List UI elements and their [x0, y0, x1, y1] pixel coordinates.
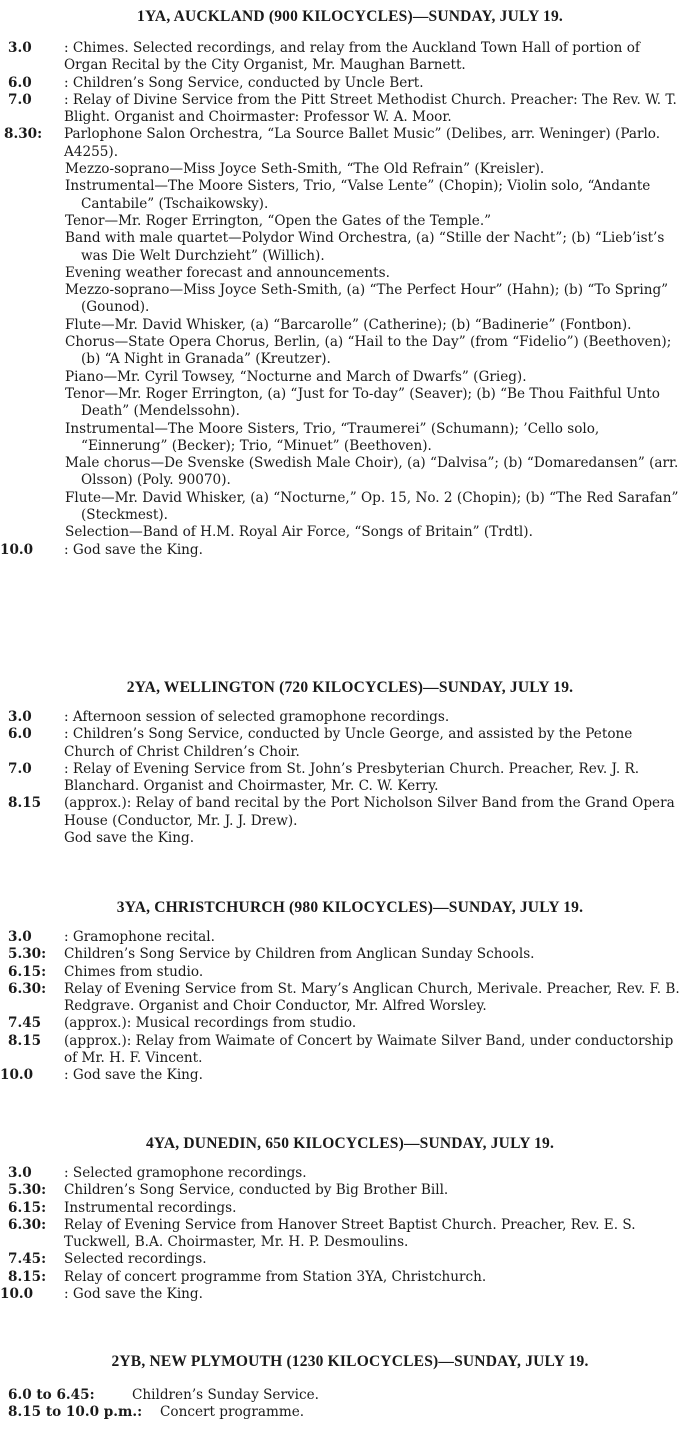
subitem-text: Selection—Band of H.M. Royal Air Force, “Songs of Britain” (Trdtl). — [65, 524, 533, 541]
programme-entry — [0, 761, 700, 796]
entry-text: : Gramophone recital. — [64, 929, 215, 945]
programme-entry — [0, 795, 700, 830]
programme-entry — [0, 1067, 700, 1084]
subitem-text: Male chorus—De Svenske (Swedish Male Choir), (a) “Dalvisa”; (b) “Domaredansen” (arr. Olsson) (Poly. 90070). — [65, 455, 679, 489]
entry-text: Instrumental recordings. — [64, 1199, 237, 1216]
entry-text: Relay of concert programme from Station 3YA, Christchurch. — [64, 1268, 487, 1285]
entry-time: 3.0 — [8, 40, 32, 56]
entry-text: (approx.): Relay of band recital by the Port Nicholson Silver Band from the Grand Opera House (Conductor, Mr. J. J. Drew). — [64, 795, 675, 829]
entry-time: 5.30: — [8, 946, 47, 963]
programme-entry — [0, 92, 700, 127]
entry-text: : Children’s Song Service, conducted by Uncle Bert. — [64, 74, 424, 91]
programme-subitem — [0, 524, 700, 541]
entry-text: : Afternoon session of selected gramophone recordings. — [64, 709, 450, 725]
subitem-text: Tenor—Mr. Roger Errington, (a) “Just for To-day” (Seaver); (b) “Be Thou Faithful Unto Death” (Mendelssohn). — [65, 385, 660, 420]
programme-entry — [0, 709, 700, 726]
programme-entry — [0, 1033, 700, 1068]
programme-entry — [0, 126, 700, 161]
programme-entry — [0, 75, 700, 92]
entry-time: 10.0 — [0, 541, 34, 558]
subitem-text: Band with male quartet—Polydor Wind Orchestra, (a) “Stille der Nacht”; (b) “Lieb’ist’s was Die Welt Durchzieht” (Willich). — [65, 230, 665, 264]
entry-text: Relay of Evening Service from Hanover Street Baptist Church. Preacher, Rev. E. S. Tuckwell, B.A. Choirmaster, Mr. H. P. Desmoulins. — [64, 1216, 636, 1251]
subitem-text: Chorus—State Opera Chorus, Berlin, (a) “Hail to the Day” (from “Fidelio”) (Beethoven); (b) “A Night in Granada” (Kreutzer). — [65, 334, 672, 368]
programme-subitem — [0, 421, 700, 456]
entry-text: (approx.): Relay from Waimate of Concert by Waimate Silver Band, under conductorship of Mr. H. F. Vincent. — [64, 1032, 674, 1067]
programme-entry — [0, 946, 700, 963]
entry-time: 7.45: — [8, 1251, 47, 1268]
subitem-text: Piano—Mr. Cyril Towsey, “Nocturne and March of Dwarfs” (Grieg). — [65, 368, 527, 385]
subitem-text: Instrumental—The Moore Sisters, Trio, “Valse Lente” (Chopin); Violin solo, “Andante Cantabile” (Tschaikowsky). — [65, 178, 651, 212]
entry-text: Children’s Song Service by Children from Anglican Sunday Schools. — [64, 946, 535, 963]
programme-subitem — [0, 386, 700, 421]
subitem-text: Mezzo-soprano—Miss Joyce Seth-Smith, (a) “The Perfect Hour” (Hahn); (b) “To Spring” (Gounod). — [65, 282, 669, 316]
entry-text: God save the King. — [64, 830, 195, 847]
entry-text: Chimes from studio. — [64, 963, 204, 980]
section-heading: 3YA, CHRISTCHURCH (980 KILOCYCLES)—SUNDAY, JULY 19. — [116, 899, 584, 916]
entry-time: 8.30: — [4, 126, 43, 143]
programme-subitem — [0, 490, 700, 525]
programme-entry — [0, 726, 700, 761]
programme-subitem — [0, 369, 700, 386]
entry-text: : Relay of Evening Service from St. John’s Presbyterian Church. Preacher, Rev. J. R. Blanchard. Organist and Choirmaster, Mr. C. W. Kerry. — [64, 760, 640, 795]
entry-time: 8.15 to 10.0 p.m.: — [8, 1404, 143, 1421]
section-1ya-auckland — [0, 8, 700, 559]
entry-time: 7.0 — [8, 760, 32, 777]
programme-entry — [0, 964, 700, 981]
entry-text: : Relay of Divine Service from the Pitt Street Methodist Church. Preacher: The Rev. W. T. Blight. Organist and Choirmaster: Professor W. A. Moor. — [64, 91, 677, 126]
entry-time: 3.0 — [8, 929, 32, 945]
section-4ya-dunedin — [0, 1135, 700, 1303]
entry-text: Concert programme. — [160, 1404, 305, 1421]
entry-text: Selected recordings. — [64, 1251, 207, 1268]
programme-entry — [0, 830, 700, 847]
entry-time: 6.30: — [8, 980, 47, 997]
programme-entry — [0, 542, 700, 559]
programme-subitem — [0, 213, 700, 230]
entry-time: 3.0 — [8, 1165, 32, 1181]
programme-entry — [0, 1387, 700, 1404]
section-heading: 2YB, NEW PLYMOUTH (1230 KILOCYCLES)—SUNDAY, JULY 19. — [111, 1353, 589, 1370]
programme-entry — [0, 1015, 700, 1032]
programme-subitem — [0, 265, 700, 282]
entry-time: 10.0 — [0, 1286, 34, 1303]
entry-time: 6.0 — [8, 74, 32, 91]
entry-time: 8.15 — [8, 1032, 42, 1049]
programme-subitem — [0, 334, 700, 369]
subitem-text: Flute—Mr. David Whisker, (a) “Barcarolle” (Catherine); (b) “Badinerie” (Fontbon). — [65, 316, 632, 333]
entry-time: 6.15: — [8, 963, 47, 980]
entry-time: 6.0 to 6.45: — [8, 1387, 95, 1403]
entry-text: Children’s Song Service, conducted by Big Brother Bill. — [64, 1182, 449, 1199]
subitem-text: Evening weather forecast and announcements. — [65, 264, 390, 281]
programme-subitem — [0, 317, 700, 334]
section-2ya-wellington — [0, 679, 700, 847]
programme-subitem — [0, 161, 700, 178]
programme-entry — [0, 1286, 700, 1303]
subitem-text: Flute—Mr. David Whisker, (a) “Nocturne,” Op. 15, No. 2 (Chopin); (b) “The Red Sarafan” (Steckmest). — [65, 489, 679, 524]
entry-time: 7.0 — [8, 91, 32, 108]
entry-time: 5.30: — [8, 1182, 47, 1199]
programme-entry — [0, 929, 700, 946]
programme-subitem — [0, 455, 700, 490]
entry-text: Relay of Evening Service from St. Mary’s Anglican Church, Merivale. Preacher, Rev. F. B. Redgrave. Organist and Choir Conductor, Mr. Alfred Worsley. — [64, 980, 680, 1015]
entry-time: 10.0 — [0, 1067, 34, 1084]
entry-text: : God save the King. — [64, 1067, 203, 1084]
entry-time: 6.0 — [8, 726, 32, 743]
subitem-text: Instrumental—The Moore Sisters, Trio, “Traumerei” (Schumann); ’Cello solo, “Einnerung” (Becker); Trio, “Minuet” (Beethoven). — [65, 420, 600, 454]
section-2yb-new-plymouth — [0, 1353, 700, 1422]
section-heading: 4YA, DUNEDIN, 650 KILOCYCLES)—SUNDAY, JULY 19. — [145, 1135, 555, 1152]
programme-entry — [0, 981, 700, 1016]
programme-subitem — [0, 178, 700, 213]
entry-time: 8.15 — [8, 795, 42, 812]
entry-text: (approx.): Musical recordings from studio. — [64, 1015, 357, 1032]
programme-entry — [0, 1165, 700, 1182]
entry-time: 8.15: — [8, 1268, 47, 1285]
programme-subitem — [0, 230, 700, 265]
programme-entry — [0, 1217, 700, 1252]
section-heading: 1YA, AUCKLAND (900 KILOCYCLES)—SUNDAY, JULY 19. — [137, 8, 563, 25]
programme-entry — [0, 1269, 700, 1286]
programme-entry — [0, 1200, 700, 1217]
entry-time: 6.15: — [8, 1199, 47, 1216]
entry-text: : Children’s Song Service, conducted by Uncle George, and assisted by the Petone Church of Christ Children’s Choir. — [64, 726, 633, 760]
section-3ya-christchurch — [0, 899, 700, 1085]
entry-text: : Selected gramophone recordings. — [64, 1165, 307, 1181]
entry-time: 3.0 — [8, 709, 32, 725]
programme-subitem — [0, 282, 700, 317]
section-heading: 2YA, WELLINGTON (720 KILOCYCLES)—SUNDAY, JULY 19. — [126, 679, 574, 696]
entry-text: Children’s Sunday Service. — [132, 1387, 319, 1403]
programme-entry — [0, 1251, 700, 1268]
entry-text: Parlophone Salon Orchestra, “La Source Ballet Music” (Delibes, arr. Weninger) (Parlo. A4255). — [64, 126, 661, 160]
subitem-text: Mezzo-soprano—Miss Joyce Seth-Smith, “The Old Refrain” (Kreisler). — [65, 161, 545, 178]
programme-entry — [0, 1404, 700, 1421]
entry-text: : God save the King. — [64, 541, 203, 558]
programme-entry — [0, 1182, 700, 1199]
programme-entry — [0, 40, 700, 75]
entry-time: 7.45 — [8, 1015, 42, 1032]
subitem-text: Tenor—Mr. Roger Errington, “Open the Gates of the Temple.” — [65, 212, 492, 229]
entry-time: 6.30: — [8, 1216, 47, 1233]
entry-text: : God save the King. — [64, 1286, 203, 1303]
entry-text: : Chimes. Selected recordings, and relay from the Auckland Town Hall of portion of Organ Recital by the City Organist, Mr. Maughan Barnett. — [64, 40, 640, 74]
